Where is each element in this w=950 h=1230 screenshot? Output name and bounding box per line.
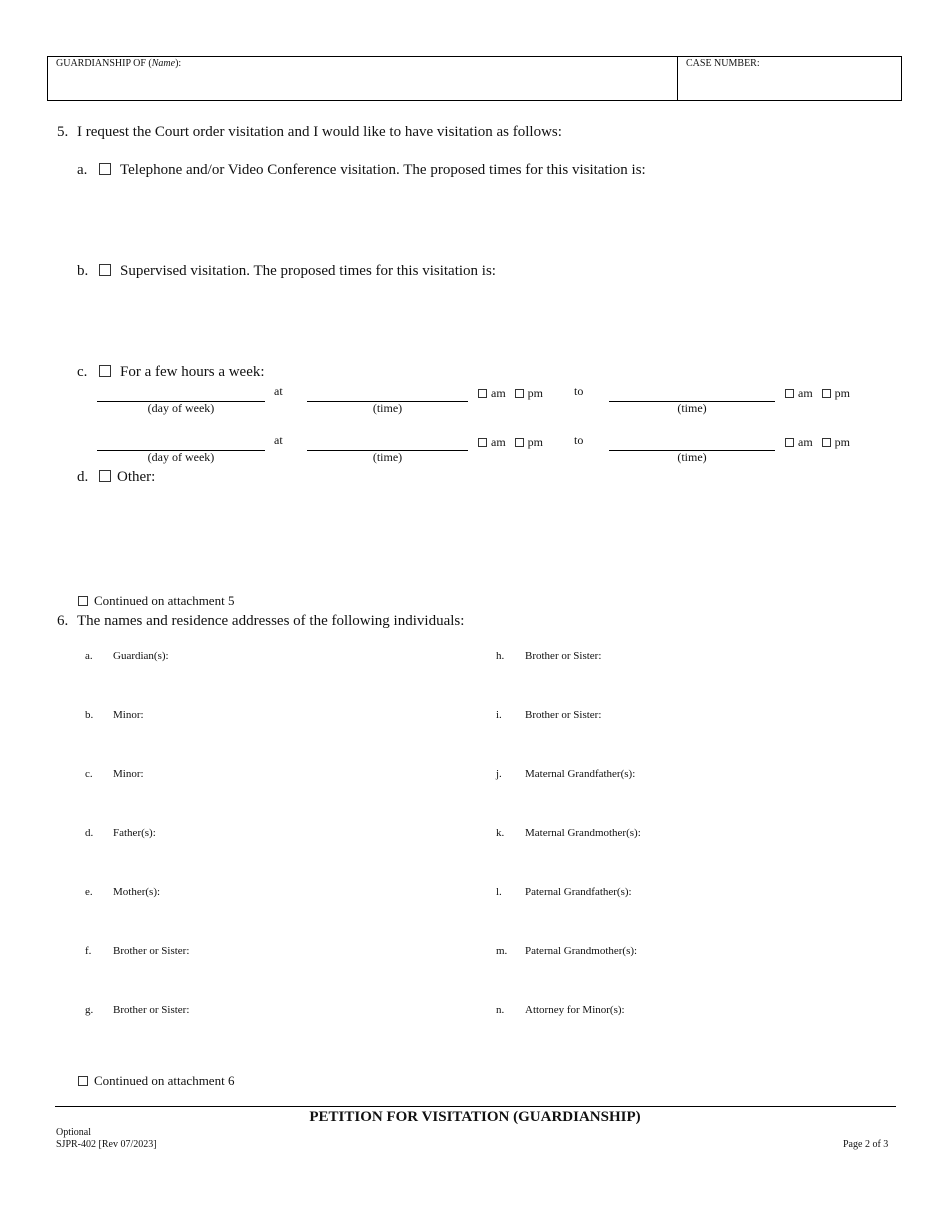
start-am-checkbox-2[interactable] [478,438,487,447]
time-caption-1b: (time) [677,401,707,415]
paternal-grandfather-field[interactable]: Paternal Grandfather(s): [525,886,632,898]
item-5a-text: Telephone and/or Video Conference visitation. The proposed times for this visitation is: [120,162,646,178]
at-label-2: at [274,433,283,447]
case-number-field[interactable]: CASE NUMBER: [686,58,760,69]
start-am-checkbox-1[interactable] [478,389,487,398]
form-number: SJPR-402 [Rev 07/2023] [56,1139,157,1150]
item-6e-letter: e. [85,886,93,898]
item-6h-letter: h. [496,650,505,662]
continued-attachment-6-label: Continued on attachment 6 [94,1073,235,1088]
item-6g-letter: g. [85,1004,94,1016]
end-pm-checkbox-2[interactable] [822,438,831,447]
start-ampm-2 [478,435,543,450]
item-5d-text: Other: [117,469,156,485]
item-6d-letter: d. [85,827,94,839]
end-am-checkbox-2[interactable] [785,438,794,447]
item-5b-row [99,263,496,280]
sibling-field-g[interactable]: Brother or Sister: [113,1004,190,1016]
sibling-field-h[interactable]: Brother or Sister: [525,650,602,662]
item-5b-letter: b. [77,263,89,279]
page-number: Page 2 of 3 [843,1139,889,1150]
item-5c-letter: c. [77,364,88,380]
continued-attachment-5 [78,593,234,609]
item-6-text: The names and residence addresses of the following individuals: [77,613,465,629]
item-6l-letter: l. [496,886,502,898]
item-5c-text: For a few hours a week: [120,364,265,380]
continued-attachment-6 [78,1073,234,1089]
caption-box [47,56,902,101]
attorney-for-minor-field[interactable]: Attorney for Minor(s): [525,1004,625,1016]
item-6b-letter: b. [85,709,94,721]
end-ampm-2 [785,435,850,450]
start-pm-checkbox-1[interactable] [515,389,524,398]
item-6j-letter: j. [496,768,502,780]
am-label: am [798,435,813,449]
item-6k-letter: k. [496,827,505,839]
form-title: PETITION FOR VISITATION (GUARDIANSHIP) [309,1109,641,1125]
time-caption-2b: (time) [677,450,707,464]
time-caption-2a: (time) [372,450,403,464]
item-6n-letter: n. [496,1004,505,1016]
maternal-grandmother-field[interactable]: Maternal Grandmother(s): [525,827,641,839]
sibling-field-i[interactable]: Brother or Sister: [525,709,602,721]
other-checkbox[interactable] [99,470,111,482]
maternal-grandfather-field[interactable]: Maternal Grandfather(s): [525,768,636,780]
end-ampm-1 [785,386,850,401]
end-pm-checkbox-1[interactable] [822,389,831,398]
paternal-grandmother-field[interactable]: Paternal Grandmother(s): [525,945,638,957]
end-am-checkbox-1[interactable] [785,389,794,398]
start-pm-checkbox-2[interactable] [515,438,524,447]
pm-label: pm [834,386,851,400]
item-5d-row [99,469,155,486]
footer-rule [55,1106,896,1107]
pm-label: pm [527,435,544,449]
item-6a-letter: a. [85,650,93,662]
item-5b-text: Supervised visitation. The proposed times for this visitation is: [120,263,496,279]
sibling-field-f[interactable]: Brother or Sister: [113,945,190,957]
start-ampm-1 [478,386,543,401]
few-hours-checkbox[interactable] [99,365,111,377]
continued-attachment-6-checkbox[interactable] [78,1076,88,1086]
minor-field-2[interactable]: Minor: [113,768,144,780]
father-field[interactable]: Father(s): [113,827,156,839]
pm-label: pm [527,386,544,400]
guardians-field[interactable]: Guardian(s): [113,650,169,662]
caption-divider [677,57,678,100]
continued-attachment-5-checkbox[interactable] [78,596,88,606]
telephone-video-checkbox[interactable] [99,163,111,175]
item-6f-letter: f. [85,945,92,957]
optional-label: Optional [56,1127,91,1138]
item-5a-letter: a. [77,162,88,178]
mother-field[interactable]: Mother(s): [113,886,161,898]
item-5a-row [99,162,646,179]
time-caption-1a: (time) [372,401,403,415]
minor-field-1[interactable]: Minor: [113,709,144,721]
item-6i-letter: i. [496,709,502,721]
day-of-week-caption-2: (day of week) [147,450,215,464]
pm-label: pm [834,435,851,449]
continued-attachment-5-label: Continued on attachment 5 [94,593,235,608]
item-6c-letter: c. [85,768,93,780]
am-label: am [798,386,813,400]
am-label: am [491,386,506,400]
guardianship-of-field[interactable]: GUARDIANSHIP OF (Name): [56,58,182,69]
item-5d-letter: d. [77,469,89,485]
item-5-number: 5. [57,124,69,140]
item-5-text: I request the Court order visitation and I would like to have visitation as follows: [77,124,562,140]
to-label-1: to [574,384,584,398]
day-of-week-caption-1: (day of week) [147,401,215,415]
at-label-1: at [274,384,283,398]
am-label: am [491,435,506,449]
to-label-2: to [574,433,584,447]
item-6-number: 6. [57,613,69,629]
supervised-visitation-checkbox[interactable] [99,264,111,276]
item-5c-row [99,364,265,381]
item-6m-letter: m. [496,945,508,957]
